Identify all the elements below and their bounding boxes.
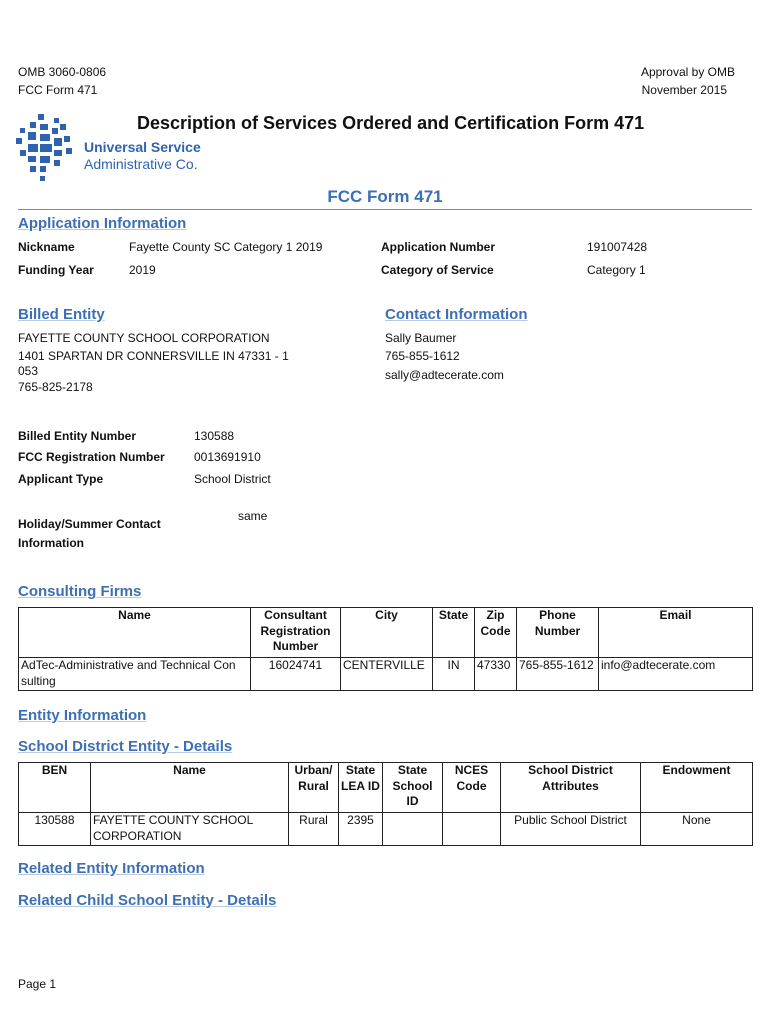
col-email: Email <box>599 608 753 658</box>
entity-attributes: Public School District <box>501 813 641 846</box>
page-number: Page 1 <box>18 977 57 991</box>
form-reference: FCC Form 471 <box>18 83 98 97</box>
col-registration: Consultant Registration Number <box>251 608 341 658</box>
col-state-lea: State LEA ID <box>339 763 383 813</box>
billed-entity-address-1: 1401 SPARTAN DR CONNERSVILLE IN 47331 - 1 <box>18 349 289 363</box>
consultant-phone: 765-855-1612 <box>517 658 599 691</box>
billed-entity-address-2: 053 <box>18 364 39 378</box>
contact-info-heading: Contact Information <box>385 306 528 323</box>
category-label: Category of Service <box>381 263 494 277</box>
related-entity-heading: Related Entity Information <box>18 860 205 877</box>
entity-state-school-id <box>383 813 443 846</box>
application-number-value: 191007428 <box>587 240 648 254</box>
billed-entity-name: FAYETTE COUNTY SCHOOL CORPORATION <box>18 331 270 345</box>
fcc-registration-value: 0013691910 <box>194 450 261 464</box>
col-entity-name: Name <box>91 763 289 813</box>
table-header-row <box>19 608 753 658</box>
approval-date: November 2015 <box>641 83 727 97</box>
entity-endowment: None <box>641 813 753 846</box>
holiday-contact-label-1: Holiday/Summer Contact <box>18 517 161 531</box>
col-nces: NCES Code <box>443 763 501 813</box>
contact-phone: 765-855-1612 <box>385 349 460 363</box>
contact-email: sally@adtecerate.com <box>385 368 504 382</box>
table-row <box>19 813 753 846</box>
entity-urban-rural: Rural <box>289 813 339 846</box>
col-name: Name <box>19 608 251 658</box>
col-state-school-id: State School ID <box>383 763 443 813</box>
application-info-heading: Application Information <box>18 215 187 232</box>
consulting-firms-table <box>18 607 753 691</box>
logo-line1: Universal Service <box>84 139 201 155</box>
consultant-city: CENTERVILLE <box>341 658 433 691</box>
entity-state-lea: 2395 <box>339 813 383 846</box>
col-ben: BEN <box>19 763 91 813</box>
consultant-name: AdTec-Administrative and Technical Con sulting <box>19 658 251 691</box>
col-zip: Zip Code <box>475 608 517 658</box>
col-city: City <box>341 608 433 658</box>
logo-line2: Administrative Co. <box>84 156 198 172</box>
applicant-type-value: School District <box>194 472 271 486</box>
consultant-zip: 47330 <box>475 658 517 691</box>
omb-number: OMB 3060-0806 <box>18 65 107 79</box>
col-endowment: Endowment <box>641 763 753 813</box>
col-attributes: School District Attributes <box>501 763 641 813</box>
application-number-label: Application Number <box>381 240 496 254</box>
billed-entity-phone: 765-825-2178 <box>18 380 93 394</box>
col-phone: Phone Number <box>517 608 599 658</box>
entity-name: FAYETTE COUNTY SCHOOL CORPORATION <box>91 813 289 846</box>
document-title: Description of Services Ordered and Certification Form 471 <box>137 113 645 133</box>
approval-text: Approval by OMB <box>640 65 735 79</box>
nickname-label: Nickname <box>18 240 75 254</box>
form-title: FCC Form 471 <box>327 187 443 206</box>
consultant-reg: 16024741 <box>251 658 341 691</box>
category-value: Category 1 <box>587 263 646 277</box>
table-header-row <box>19 763 753 813</box>
col-state: State <box>433 608 475 658</box>
school-district-table <box>18 762 753 846</box>
entity-ben: 130588 <box>19 813 91 846</box>
applicant-type-label: Applicant Type <box>18 472 104 486</box>
school-district-heading: School District Entity - Details <box>18 738 233 755</box>
nickname-value: Fayette County SC Category 1 2019 <box>129 240 323 254</box>
entity-info-heading: Entity Information <box>18 707 147 724</box>
ben-label: Billed Entity Number <box>18 429 137 443</box>
funding-year-label: Funding Year <box>18 263 94 277</box>
usac-logo-icon <box>16 114 76 184</box>
contact-name: Sally Baumer <box>385 331 457 345</box>
title-divider <box>18 209 752 210</box>
consultant-email: info@adtecerate.com <box>599 658 753 691</box>
billed-entity-heading: Billed Entity <box>18 306 105 323</box>
funding-year-value: 2019 <box>129 263 156 277</box>
ben-value: 130588 <box>194 429 235 443</box>
consultant-state: IN <box>433 658 475 691</box>
fcc-registration-label: FCC Registration Number <box>18 450 165 464</box>
col-urban-rural: Urban/ Rural <box>289 763 339 813</box>
entity-nces <box>443 813 501 846</box>
consulting-firms-heading: Consulting Firms <box>18 583 142 600</box>
holiday-contact-label-2: Information <box>18 536 84 550</box>
related-child-heading: Related Child School Entity - Details <box>18 892 277 909</box>
holiday-contact-value: same <box>238 509 268 523</box>
table-row <box>19 658 753 691</box>
